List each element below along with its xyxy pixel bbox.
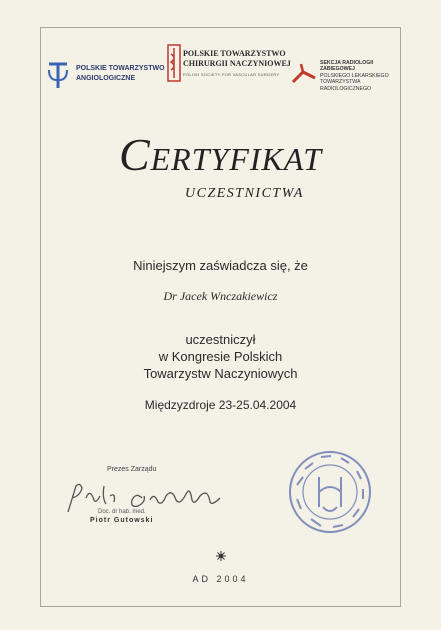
radiology-emblem-icon [291, 62, 317, 84]
participation-line-1: uczestniczył [185, 332, 256, 347]
certificate-title: Certyfikat [118, 129, 323, 180]
official-stamp [285, 447, 375, 542]
vascular-surgery-emblem-icon [167, 44, 181, 88]
signature-role: Prezes Zarządu [107, 466, 157, 473]
signature-name: Piotr Gutowski [90, 517, 154, 524]
logo-radiology [291, 62, 317, 89]
star-ornament-icon [216, 551, 226, 561]
footer-ornament [0, 548, 441, 566]
signature-title: Doc. dr hab. med. [98, 509, 146, 515]
logo-vascular-surgery-label: POLSKIE TOWARZYSTWO CHIRURGII NACZYNIOWEJ [183, 49, 291, 68]
place-and-date: Międzyzdroje 23-25.04.2004 [144, 398, 297, 412]
participation-line-2: w Kongresie Polskich [158, 349, 283, 364]
logo-angiology-label: POLSKIE TOWARZYSTWO ANGIOLOGICZNE [76, 65, 165, 82]
round-stamp-icon [285, 447, 375, 537]
footer-year: AD 2004 [192, 574, 249, 584]
participation-line-3: Towarzystw Naczyniowych [143, 366, 298, 381]
angiology-emblem-icon [46, 60, 70, 90]
recipient-name: Dr Jacek Wnczakiewicz [163, 289, 278, 303]
logo-vascular-surgery [167, 44, 181, 93]
participation-statement [0, 331, 441, 382]
logo-angiology [46, 60, 70, 95]
certificate-subtitle: UCZESTNICTWA [185, 186, 304, 201]
intro-text: Niniejszym zaświadcza się, że [133, 258, 308, 273]
logo-radiology-label: SEKCJA RADIOLOGII ZABIEGOWEJ POLSKIEGO LEKARSKIEGO TOWARZYSTWA RADIOLOGICZNEGO [320, 60, 389, 92]
logo-vascular-surgery-subline: POLISH SOCIETY FOR VASCULAR SURGERY [183, 72, 280, 77]
